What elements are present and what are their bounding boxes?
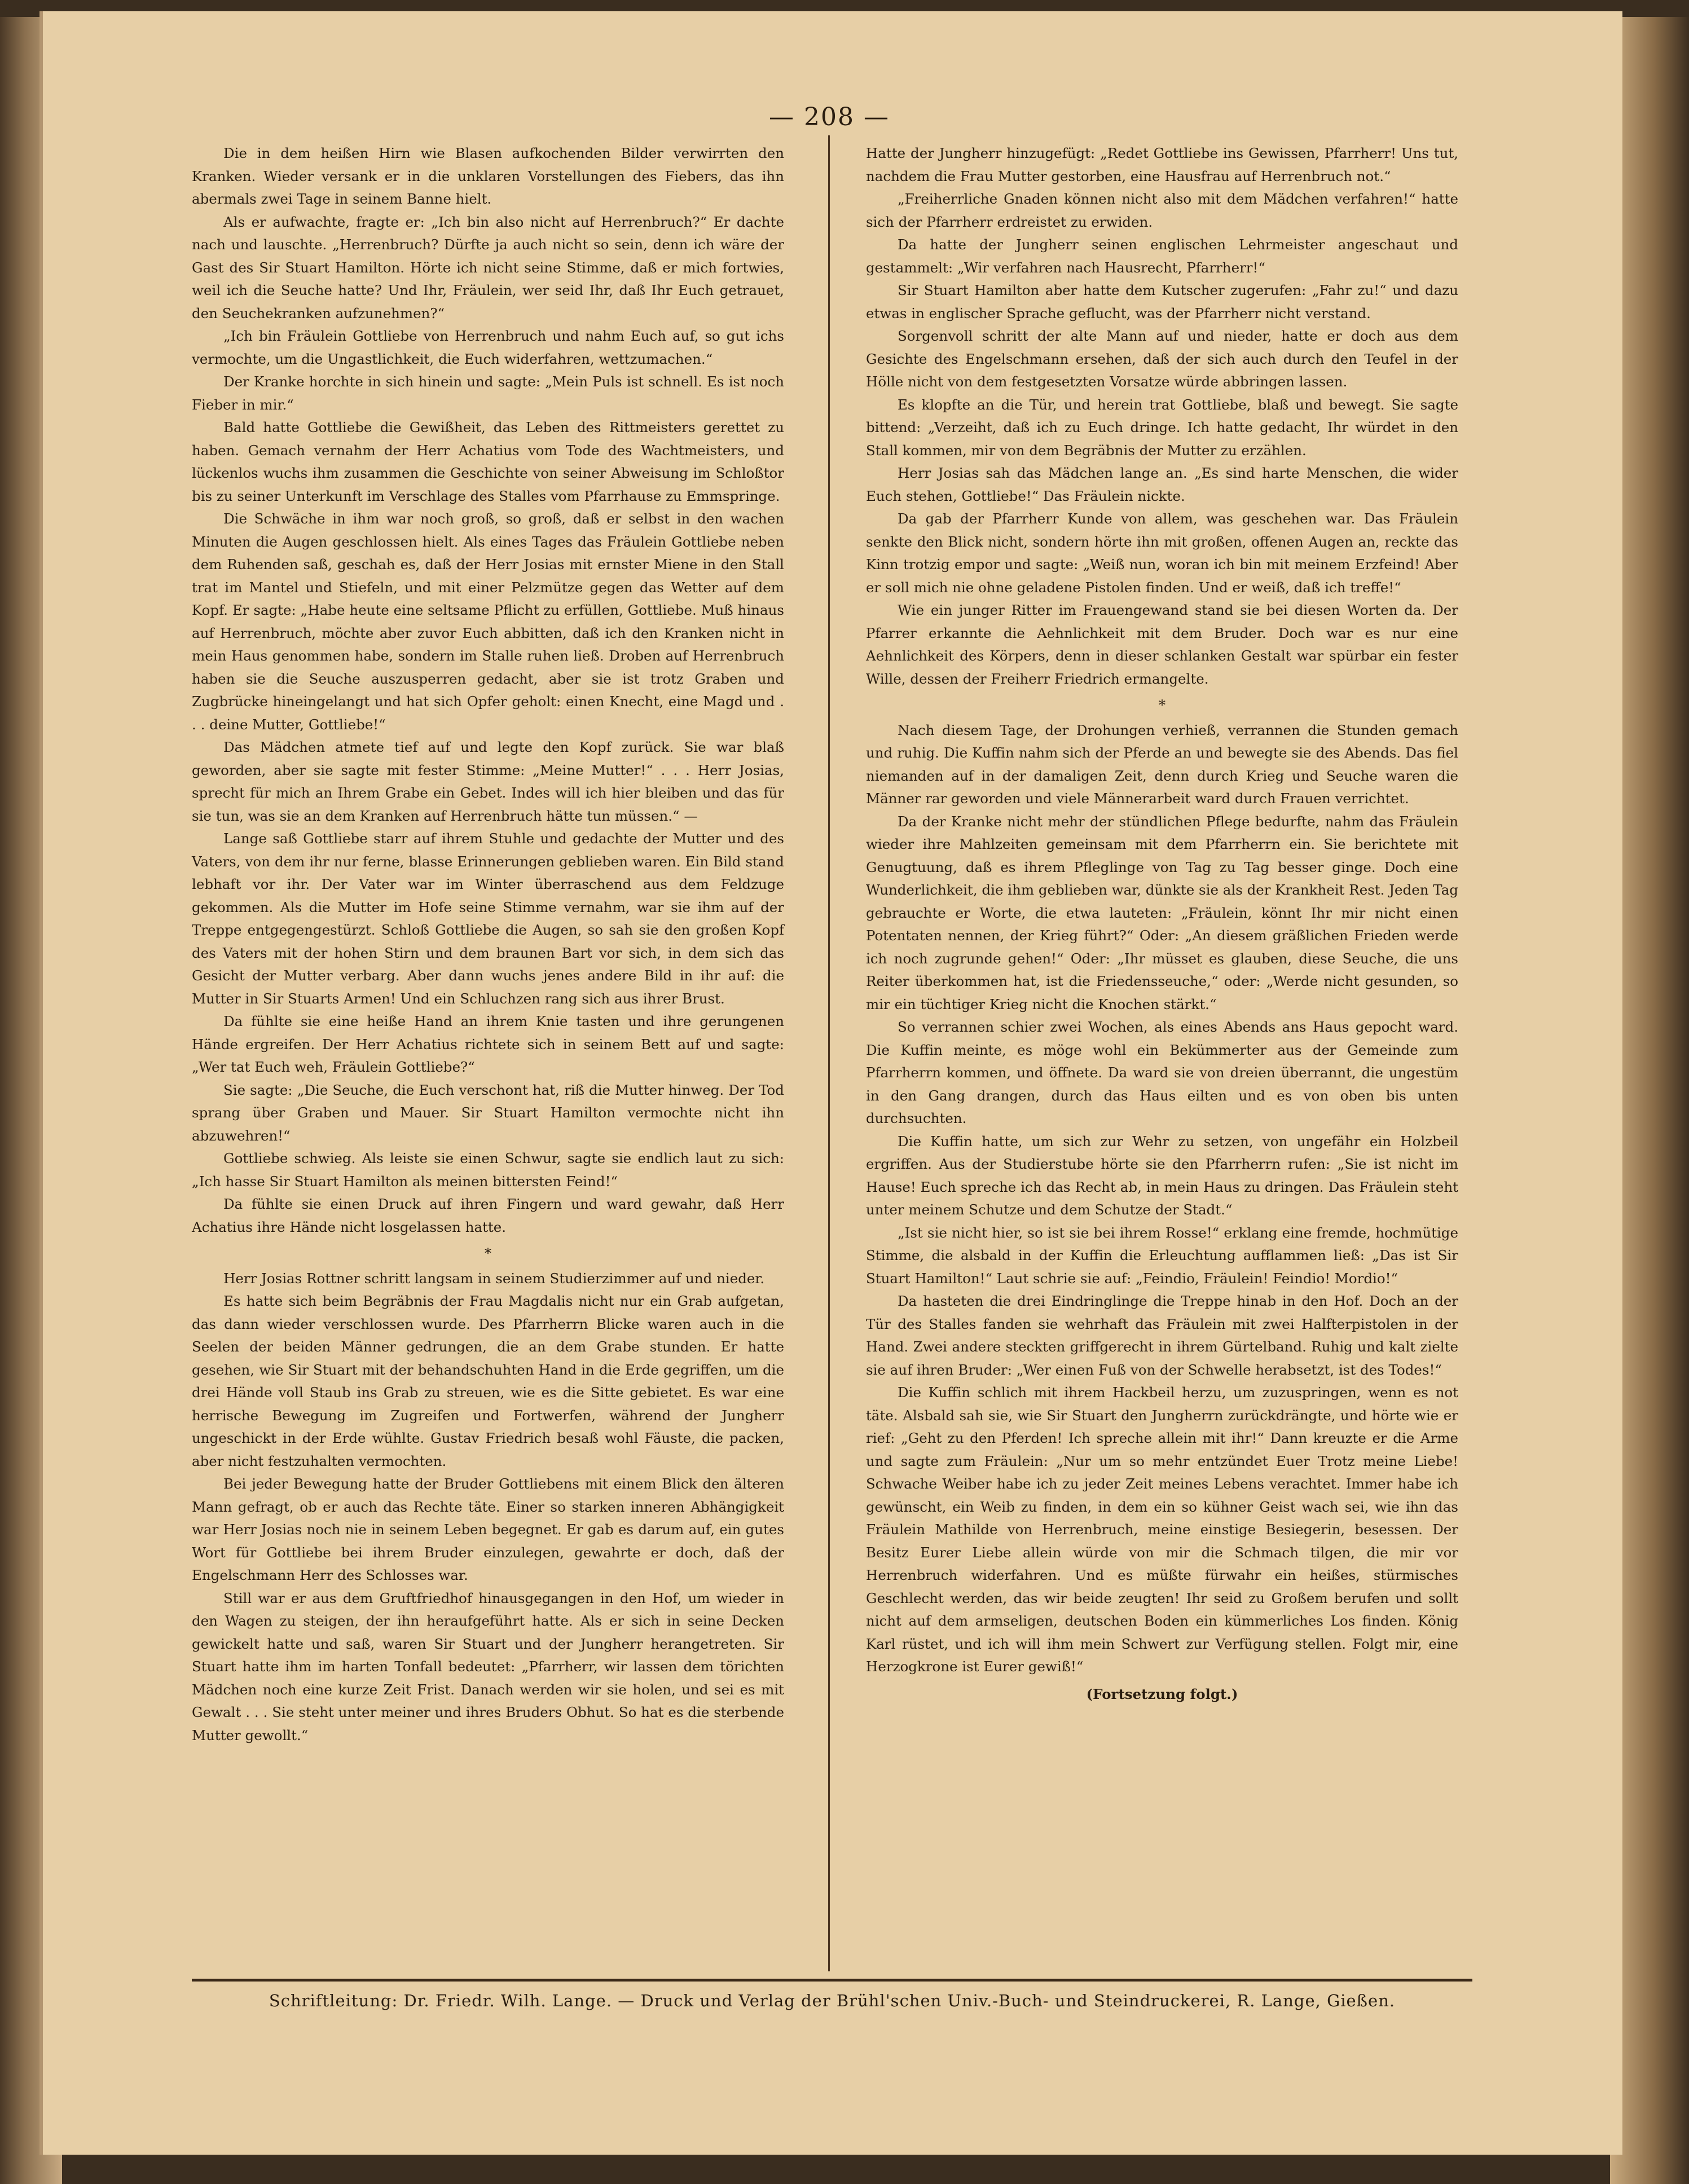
paragraph: Da der Kranke nicht mehr der stündlichen Pflege bedurfte, nahm das Fräulein wieder ihre Mahlzeiten gemeinsam mit dem Pfarrherrn ein. Sie berichtete mit Genugtuung, daß es ihrem Pfleglinge von Tag zu Tag besser ginge. Doch eine Wunderlichkeit, die ihm geblieben war, dünkte sie als der Krankheit Rest. Jeden Tag gebrauchte er Worte, die etwa lauteten: „Fräulein, könnt Ihr mir nicht einen Potentaten nennen, der Krieg führt?“ Oder: „An diesem gräßlichen Frieden werde ich noch zugrunde gehen!“ Oder: „Ihr müsset es glauben, diese Seuche, die uns Reiter überkommen hat, ist die Friedensseuche,“ oder: „Werde nicht gesunden, so mir ein tüchtiger Krieg nicht die Knochen stärkt.“ [866, 813, 1458, 1012]
paragraph: Herr Josias Rottner schritt langsam in seinem Studierzimmer auf und nieder. [223, 1270, 765, 1287]
paragraph: Sir Stuart Hamilton aber hatte dem Kutscher zugerufen: „Fahr zu!“ und dazu etwas in englischer Sprache geflucht, was der Pfarrherr nicht verstand. [866, 282, 1458, 322]
paragraph: Da hasteten die drei Eindringlinge die Treppe hinab in den Hof. Doch an der Tür des Stalles fanden sie wehrhaft das Fräulein mit zwei Halfterpistolen in der Hand. Zwei andere steckten griffgerecht in ihrem Gürtelband. Ruhig und kalt zielte sie auf ihren Bruder: „Wer einen Fuß von der Schwelle herabsetzt, ist des Todes!“ [866, 1293, 1458, 1378]
section-separator: * [484, 1245, 492, 1261]
paragraph: Da fühlte sie einen Druck auf ihren Fingern und ward gewahr, daß Herr Achatius ihre Hände nicht losgelassen hatte. [192, 1196, 784, 1235]
paragraph: Als er aufwachte, fragte er: „Ich bin also nicht auf Herrenbruch?“ Er dachte nach und lauschte. „Herrenbruch? Dürfte ja auch nicht so sein, denn ich wäre der Gast des Sir Stuart Hamilton. Hörte ich nicht seine Stimme, daß er mich fortwies, weil ich die Seuche hatte? Und Ihr, Fräulein, wer seid Ihr, daß Ihr Euch getrauet, den Seuchekranken aufzunehmen?“ [192, 213, 784, 322]
paragraph: Die Kuffin schlich mit ihrem Hackbeil herzu, um zuzuspringen, wenn es not täte. Alsbald sah sie, wie Sir Stuart den Jungherrn zurückdrängte, und hörte wie er rief: „Geht zu den Pferden! Ich spreche allein mit ihr!“ Dann kreuzte er die Arme und sagte zum Fräulein: „Nur um so mehr entzündet Euer Trotz meine Liebe! Schwache Weiber habe ich zu jeder Zeit meines Lebens verachtet. Immer habe ich gewünscht, ein Weib zu finden, in dem ein so kühner Geist wach sei, wie ihn das Fräulein Mathilde von Herrenbruch, meine einstige Besiegerin, besessen. Der Besitz Eurer Liebe allein würde von mir die Schmach tilgen, die mir vor Herrenbruch widerfahren. Und es müßte fürwahr ein heißes, stürmisches Geschlecht werden, das wir beide zeugten! Ihr seid zu Großem berufen und sollt nicht auf dem armseligen, deutschen Boden ein kümmerliches Los finden. König Karl rüstet, und ich will ihm mein Schwert zur Verfügung stellen. Folgt mir, eine Herzogkrone ist Eurer gewiß!“ [866, 1384, 1458, 1675]
page-number: — 208 — [769, 103, 890, 131]
paragraph: Sie sagte: „Die Seuche, die Euch verschont hat, riß die Mutter hinweg. Der Tod sprang über Graben und Mauer. Sir Stuart Hamilton vermochte nicht ihn abzuwehren!“ [192, 1081, 784, 1144]
paragraph: Hatte der Jungherr hinzugefügt: „Redet Gottliebe ins Gewissen, Pfarrherr! Uns tut, nachdem die Frau Mutter gestorben, eine Hausfrau auf Herrenbruch not.“ [866, 145, 1458, 184]
paragraph: Gottliebe schwieg. Als leiste sie einen Schwur, sagte sie endlich laut zu sich: „Ich hasse Sir Stuart Hamilton als meinen bittersten Feind!“ [192, 1150, 784, 1190]
paragraph: Die in dem heißen Hirn wie Blasen aufkochenden Bilder verwirrten den Kranken. Wieder versank er in die unklaren Vorstellungen des Fiebers, das ihn abermals zwei Tage in seinem Banne hielt. [192, 145, 784, 207]
paragraph: So verrannen schier zwei Wochen, als eines Abends ans Haus gepocht ward. Die Kuffin meinte, es möge wohl ein Bekümmerter aus der Gemeinde zum Pfarrherrn kommen, und öffnete. Da ward sie von dreien überrannt, die ungestüm in den Gang drangen, durch das Haus eilten und es von oben bis unten durchsuchten. [866, 1019, 1458, 1126]
paragraph: „Freiherrliche Gnaden können nicht also mit dem Mädchen verfahren!“ hatte sich der Pfarrherr erdreistet zu erwiden. [866, 191, 1458, 230]
paragraph: Sorgenvoll schritt der alte Mann auf und nieder, hatte er doch aus dem Gesichte des Engelschmann ersehen, daß der sich auch durch den Teufel in der Hölle nicht von dem festgesetzten Vorsatze würde abbringen lassen. [866, 328, 1458, 390]
paragraph: Das Mädchen atmete tief auf und legte den Kopf zurück. Sie war blaß geworden, aber sie sagte mit fester Stimme: „Meine Mutter!“ . . . Herr Josias, sprecht für mich an Ihrem Grabe ein Gebet. Indes will ich hier bleiben und das für sie tun, was sie an dem Kranken auf Herrenbruch hätte tun müssen.“ — [192, 739, 784, 824]
section-separator: * [1158, 697, 1166, 713]
continuation-note: (Fortsetzung folgt.) [1086, 1685, 1238, 1702]
paragraph: Bald hatte Gottliebe die Gewißheit, das Leben des Rittmeisters gerettet zu haben. Gemach vernahm der Herr Achatius vom Tode des Wachtmeisters, und lückenlos wuchs ihm zusammen die Geschichte von seiner Abweisung im Schloßtor bis zu seiner Unterkunft im Verschlage des Stalles vom Pfarrhause zu Emmspringe. [192, 419, 784, 504]
paragraph: Es hatte sich beim Begräbnis der Frau Magdalis nicht nur ein Grab aufgetan, das dann wieder verschlossen wurde. Des Pfarrherrn Blicke waren auch in die Seelen der beiden Männer gedrungen, die an dem Grabe stunden. Er hatte gesehen, wie Sir Stuart mit der behandschuhten Hand in die Erde gegriffen, um die drei Hände voll Staub ins Grab zu streuen, wie es die Sitte gebietet. Es war eine herrische Bewegung im Zugreifen und Fortwerfen, während der Jungherr ungeschickt in der Erde wühlte. Gustav Friedrich besaß wohl Fäuste, die packen, aber nicht festzuhalten vermochten. [192, 1293, 784, 1469]
paragraph: Die Kuffin hatte, um sich zur Wehr zu setzen, von ungefähr ein Holzbeil ergriffen. Aus der Studierstube hörte sie den Pfarrherrn rufen: „Sie ist nicht im Hause! Euch spreche ich das Recht ab, in mein Haus zu dringen. Das Fräulein steht unter meinem Schutze und dem Schutze der Stadt.“ [866, 1133, 1458, 1218]
paragraph: Wie ein junger Ritter im Frauengewand stand sie bei diesen Worten da. Der Pfarrer erkannte die Aehnlichkeit mit dem Bruder. Doch war es nur eine Aehnlichkeit des Körpers, denn in dieser schlanken Gestalt war spürbar ein fester Wille, dessen der Freiherr Friedrich ermangelte. [866, 602, 1458, 687]
paragraph: Lange saß Gottliebe starr auf ihrem Stuhle und gedachte der Mutter und des Vaters, von dem ihr nur ferne, blasse Erinnerungen geblieben waren. Ein Bild stand lebhaft vor ihr. Der Vater war im Winter überraschend aus dem Feldzuge gekommen. Als die Mutter im Hofe seine Stimme vernahm, war sie ihm auf der Treppe entgegengestürzt. Schloß Gottliebe die Augen, so sah sie den großen Kopf des Vaters mit der hohen Stirn und dem braunen Bart vor sich, in dem sich das Gesicht der Mutter verbarg. Aber dann wuchs jenes andere Bild in ihr auf: die Mutter in Sir Stuarts Armen! Und ein Schluchzen rang sich aus ihrer Brust. [192, 830, 784, 1007]
paragraph: Da hatte der Jungherr seinen englischen Lehrmeister angeschaut und gestammelt: „Wir verfahren nach Hausrecht, Pfarrherr!“ [866, 236, 1458, 276]
paragraph: Herr Josias sah das Mädchen lange an. „Es sind harte Menschen, die wider Euch stehen, Gottliebe!“ Das Fräulein nickte. [866, 465, 1458, 504]
paragraph: Nach diesem Tage, der Drohungen verhieß, verrannen die Stunden gemach und ruhig. Die Kuffin nahm sich der Pferde an und bewegte sie des Abends. Das fiel niemanden auf in der damaligen Zeit, denn durch Krieg und Seuche waren die Männer rar geworden und viele Männerarbeit ward durch Frauen verrichtet. [866, 721, 1458, 807]
paragraph: Es klopfte an die Tür, und herein trat Gottliebe, blaß und bewegt. Sie sagte bittend: „Verzeiht, daß ich zu Euch dringe. Ich hatte gedacht, Ihr würdet in den Stall kommen, mir von dem Begräbnis der Mutter zu erzählen. [866, 396, 1458, 459]
paragraph: „Ist sie nicht hier, so ist sie bei ihrem Rosse!“ erklang eine fremde, hochmütige Stimme, die alsbald in der Kuffin die Erleuchtung aufflammen ließ: „Das ist Sir Stuart Hamilton!“ Laut schrie sie auf: „Feindio, Fräulein! Feindio! Mordio!“ [866, 1224, 1458, 1287]
paragraph: Die Schwäche in ihm war noch groß, so groß, daß er selbst in den wachen Minuten die Augen geschlossen hielt. Als eines Tages das Fräulein Gottliebe neben dem Ruhenden saß, geschah es, daß der Herr Josias mit ernster Miene in den Stall trat im Mantel und Stiefeln, und mit einer Pelzmütze gegen das Wetter auf dem Kopf. Er sagte: „Habe heute eine seltsame Pflicht zu erfüllen, Gottliebe. Muß hinaus auf Herrenbruch, möchte aber zuvor Euch abbitten, daß ich den Kranken nicht in mein Haus genommen habe, sondern im Stalle ruhen ließ. Droben auf Herrenbruch haben sie die Seuche auszusperren gedacht, aber sie ist trotz Graben und Zugbrücke hineingelangt und hat sich Opfer geholt: einen Knecht, eine Magd und . . . deine Mutter, Gottliebe!“ [192, 510, 784, 733]
paragraph: Bei jeder Bewegung hatte der Bruder Gottliebens mit einem Blick den älteren Mann gefragt, ob er auch das Rechte täte. Einer so starken inneren Abhängigkeit war Herr Josias noch nie in seinem Leben begegnet. Er gab es darum auf, ein gutes Wort für Gottliebe bei ihrem Bruder einzulegen, gewahrte er doch, daß der Engelschmann Herr des Schlosses war. [192, 1476, 784, 1583]
column-divider [828, 135, 830, 1971]
paragraph: Still war er aus dem Gruftfriedhof hinausgegangen in den Hof, um wieder in den Wagen zu steigen, der ihn heraufgeführt hatte. Als er sich in seine Decken gewickelt hatte und saß, waren Sir Stuart und der Jungherr herangetreten. Sir Stuart hatte ihm im harten Tonfall bedeutet: „Pfarrherr, wir lassen dem törichten Mädchen noch eine kurze Zeit Frist. Danach werden wir sie holen, und sei es mit Gewalt . . . Sie steht unter meiner und ihres Bruders Obhut. So hat es die sterbende Mutter gewollt.“ [192, 1589, 784, 1743]
left-column [192, 142, 784, 1747]
paragraph: Da fühlte sie eine heiße Hand an ihrem Knie tasten und ihre gerungenen Hände ergreifen. Der Herr Achatius richtete sich in seinem Bett auf und sagte: „Wer tat Euch weh, Fräulein Gottliebe?“ [192, 1013, 784, 1075]
footer-imprint: Schriftleitung: Dr. Friedr. Wilh. Lange. — Druck und Verlag der Brühl'schen Univ.-Buch- und Steindruckerei, R. Lange, Gießen. [269, 1991, 1396, 2010]
paragraph: Da gab der Pfarrherr Kunde von allem, was geschehen war. Das Fräulein senkte den Blick nicht, sondern hörte ihn mit großen, offenen Augen an, reckte das Kinn trotzig empor und sagte: „Weiß nun, woran ich bin mit meinem Erzfeind! Aber er soll mich nie ohne geladene Pistolen finden. Und er weiß, daß ich treffe!“ [866, 510, 1458, 596]
paragraph: Der Kranke horchte in sich hinein und sagte: „Mein Puls ist schnell. Es ist noch Fieber in mir.“ [192, 373, 784, 413]
footer-rule [192, 1979, 1472, 1982]
paragraph: „Ich bin Fräulein Gottliebe von Herrenbruch und nahm Euch auf, so gut ichs vermochte, um die Ungastlichkeit, die Euch widerfahren, wettzumachen.“ [192, 328, 784, 367]
right-column [866, 142, 1458, 1706]
